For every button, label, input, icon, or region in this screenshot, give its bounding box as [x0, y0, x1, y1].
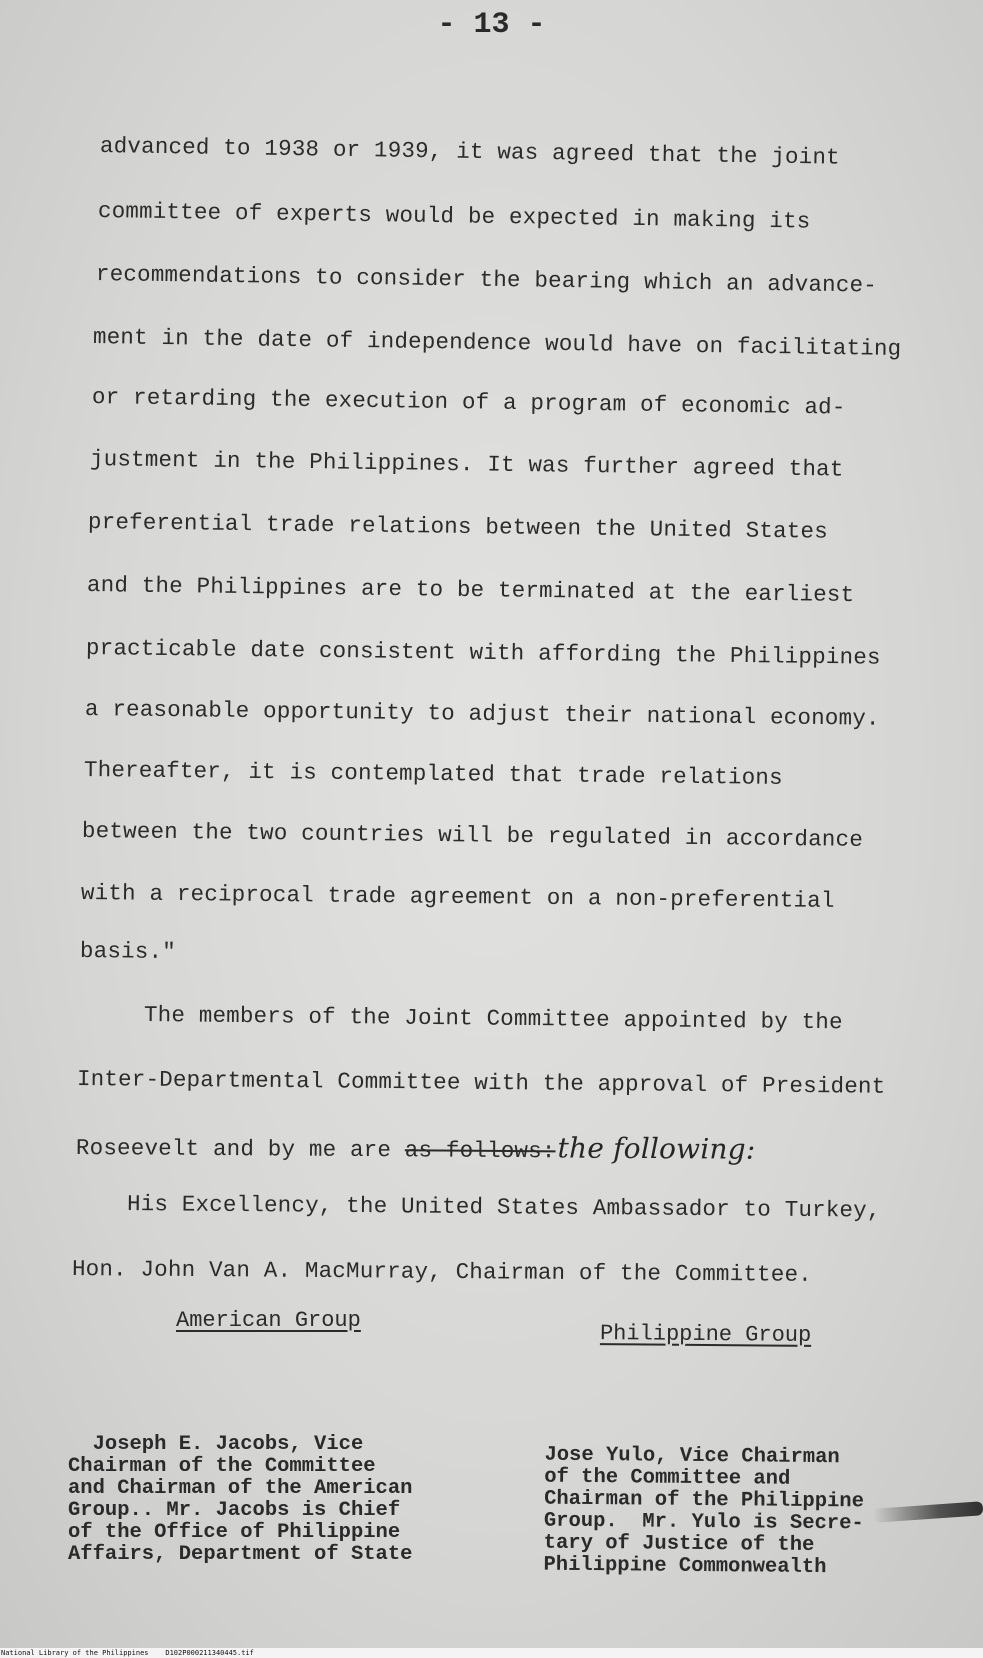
- paragraph-line: committee of experts would be expected in making its: [97, 198, 811, 235]
- paragraph-line: preferential trade relations between the United States: [87, 509, 829, 545]
- paragraph-line: advanced to 1938 or 1939, it was agreed that the joint: [99, 133, 841, 171]
- philippine-group-member: Jose Yulo, Vice Chairman of the Committee and Chairman of the Philippine Group. Mr. Yulo is Secre- tary of Justice of the Philippine Commonwealth: [543, 1443, 865, 1580]
- scan-footer: [0, 1648, 983, 1658]
- members-line: The members of the Joint Committee appointed by the: [143, 1002, 843, 1036]
- paragraph-line: or retarding the execution of a program of economic ad-: [91, 384, 846, 421]
- footer-library: National Library of the Philippines: [1, 1649, 149, 1657]
- page-number: - 13 -: [437, 8, 546, 42]
- paragraph-line: recommendations to consider the bearing which an advance-: [95, 261, 878, 299]
- paragraph-line: and the Philippines are to be terminated at the earliest: [86, 572, 855, 609]
- paragraph-line: practicable date consistent with affording the Philippines: [85, 635, 881, 671]
- paragraph-line: between the two countries will be regulated in accordance: [81, 818, 864, 853]
- paragraph-line: justment in the Philippines. It was further agreed that: [89, 446, 844, 483]
- paragraph-line: a reasonable opportunity to adjust their national economy.: [84, 696, 880, 732]
- american-group-heading: American Group: [176, 1308, 361, 1333]
- chairman-line: His Excellency, the United States Ambassador to Turkey,: [126, 1191, 881, 1224]
- members-line: Inter-Departmental Committee with the approval of President: [76, 1066, 886, 1100]
- paragraph-line: with a reciprocal trade agreement on a non-preferential: [80, 880, 835, 914]
- chairman-line: Hon. John Van A. MacMurray, Chairman of the Committee.: [71, 1256, 813, 1288]
- american-group-member: Joseph E. Jacobs, Vice Chairman of the Committee and Chairman of the American Group.. Mr. Jacobs is Chief of the Office of Philippine Affairs, Department of State: [68, 1433, 413, 1566]
- struck-text: as follows:: [404, 1137, 556, 1165]
- footer-file-id: D102P000211340445.tif: [165, 1649, 254, 1657]
- handwritten-correction: the following:: [557, 1131, 756, 1166]
- paragraph-line: basis.": [79, 938, 177, 966]
- members-line-prefix: Roseevelt and by me are: [75, 1135, 405, 1164]
- paragraph-line: Thereafter, it is contemplated that trade relations: [83, 757, 783, 791]
- paragraph-line: ment in the date of independence would have on facilitating: [92, 324, 902, 362]
- philippine-group-heading: Philippine Group: [599, 1321, 812, 1348]
- members-line: [76, 1128, 756, 1166]
